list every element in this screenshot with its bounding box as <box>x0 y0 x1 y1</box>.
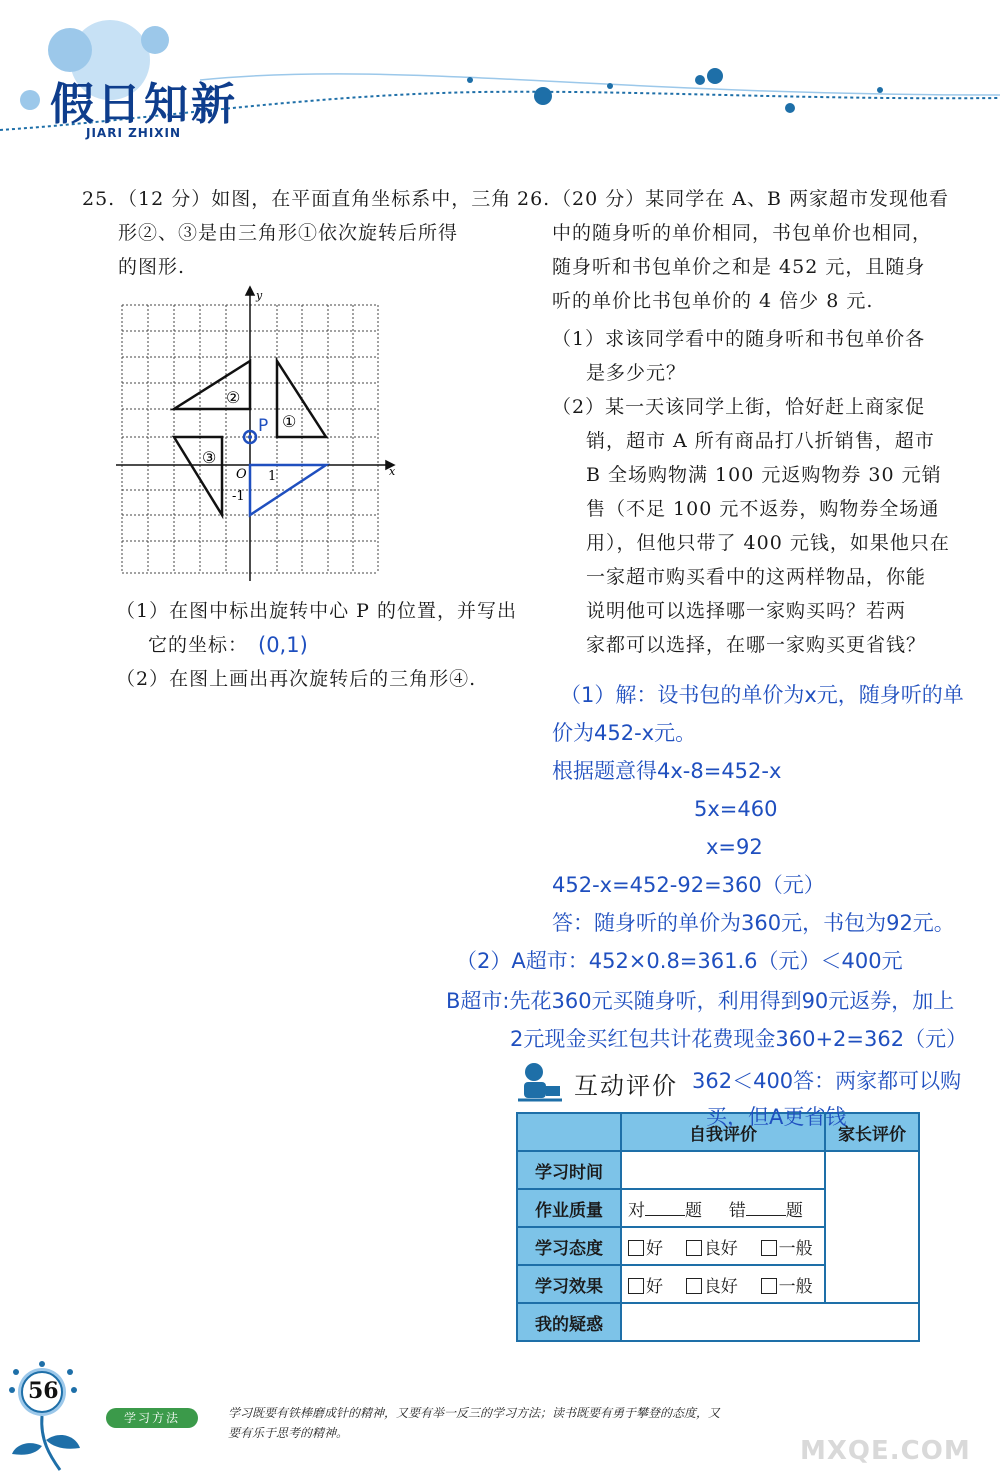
answer-line-2: 价为452-x元。 <box>552 721 697 745</box>
q26-line-3: 随身听和书包单价之和是 452 元，且随身 <box>552 256 926 278</box>
q26-sub2-line-6: 一家超市购买看中的这两样物品，你能 <box>586 566 927 588</box>
footer-quote-line1: 学习既要有铁棒磨成针的精神，又要有举一反三的学习方法；读书既要有勇于攀登的态度，又 <box>228 1406 721 1420</box>
q25-sub2: （2）在图上画出再次旋转后的三角形④. <box>116 668 477 690</box>
triangle-3-label: ③ <box>202 448 217 467</box>
answer-line-1: （1）解：设书包的单价为x元，随身听的单 <box>560 683 964 707</box>
q26-line-4: 听的单价比书包单价的 4 倍少 8 元. <box>552 290 874 312</box>
q26-sub2-line-7: 说明他可以选择哪一家购买吗？若两 <box>586 600 907 622</box>
q26-sub2-line-2: 销，超市 A 所有商品打八折销售，超市 <box>586 430 935 452</box>
wrong-count-input[interactable] <box>746 1215 786 1216</box>
row-effect-label: 学习效果 <box>517 1265 621 1303</box>
q25-stem-line1: （12 分）如图，在平面直角坐标系中，三角 <box>118 188 512 210</box>
logo-title: 假日知新 <box>50 79 238 130</box>
col-parent-header: 家长评价 <box>825 1113 919 1151</box>
tick-1-label: 1 <box>268 469 277 484</box>
q26-sub2-line-5: 用），但他只带了 400 元钱，如果他只在 <box>586 532 950 554</box>
axis-x-label: x <box>389 465 396 478</box>
parent-eval-area[interactable] <box>825 1151 919 1303</box>
answer-line-5: x=92 <box>706 835 763 859</box>
attitude-fine-checkbox[interactable] <box>686 1240 702 1256</box>
attitude-good-checkbox[interactable] <box>628 1240 644 1256</box>
q25-stem-line3: 的图形. <box>118 256 186 278</box>
flower-decoration <box>0 1360 110 1472</box>
effect-fine-checkbox[interactable] <box>686 1278 702 1294</box>
row-attitude-label: 学习态度 <box>517 1227 621 1265</box>
answer-line-11: 362＜400答：两家都可以购 <box>692 1069 962 1093</box>
effect-good-checkbox[interactable] <box>628 1278 644 1294</box>
q25-stem-line2: 形②、③是由三角形①依次旋转后所得 <box>118 222 459 244</box>
q25-sub1-line1: （1）在图中标出旋转中心 P 的位置，并写出 <box>116 600 517 622</box>
origin-label: O <box>236 467 247 482</box>
footer-tag: 学习方法 <box>106 1408 198 1428</box>
effect-options: 好 良好 一般 <box>621 1265 825 1303</box>
q26-sub2-line-1: （2）某一天该同学上街，恰好赶上商家促 <box>552 396 926 418</box>
quality-cell: 对 题 错 题 <box>621 1189 825 1227</box>
q26-number: 26. <box>517 188 551 210</box>
attitude-normal-checkbox[interactable] <box>761 1240 777 1256</box>
q26-sub2-line-4: 售（不足 100 元不返券，购物券全场通 <box>586 498 940 520</box>
answer-line-3: 根据题意得4x-8=452-x <box>552 759 782 783</box>
answer-line-7: 答：随身听的单价为360元，书包为92元。 <box>552 911 955 935</box>
q25-sub1-line2: 它的坐标： <box>148 634 249 656</box>
answer-line-9: B超市:先花360元买随身听，利用得到90元返券，加上 <box>446 989 955 1013</box>
answer-line-12: 买，但A更省钱 <box>706 1105 847 1129</box>
watermark: MXQE.COM <box>800 1436 971 1466</box>
q26-sub2-line-3: B 全场购物满 100 元返购物券 30 元销 <box>586 464 942 486</box>
tick-neg1-label: -1 <box>232 489 245 504</box>
correct-count-input[interactable] <box>645 1215 685 1216</box>
attitude-options: 好 良好 一般 <box>621 1227 825 1265</box>
q26-line-1: （20 分）某同学在 A、B 两家超市发现他看 <box>552 188 949 210</box>
q26-sub1-line2: 是多少元？ <box>586 362 687 384</box>
answer-line-8: （2）A超市：452×0.8=361.6（元）＜400元 <box>456 949 903 973</box>
q26-sub2-line-8: 家都可以选择，在哪一家购买更省钱？ <box>586 634 927 656</box>
logo-subtitle: JIARI ZHIXIN <box>86 126 182 140</box>
footer-quote-line2: 要有乐于思考的精神。 <box>228 1426 349 1440</box>
effect-normal-checkbox[interactable] <box>761 1278 777 1294</box>
q26-line-2: 中的随身听的单价相同，书包单价也相同， <box>552 222 933 244</box>
answer-line-4: 5x=460 <box>694 797 778 821</box>
triangle-1-label: ① <box>282 412 297 431</box>
q25-number: 25. <box>82 188 116 210</box>
evaluation-table <box>516 1112 920 1342</box>
point-p-label: P <box>258 416 269 436</box>
evaluation-title: 互动评价 <box>574 1072 678 1100</box>
axis-y-label: y <box>256 289 263 302</box>
triangle-2-label: ② <box>226 388 241 407</box>
time-input[interactable] <box>621 1151 825 1189</box>
q25-sub1-answer: (0,1) <box>258 633 308 657</box>
evaluation-icon <box>516 1060 564 1104</box>
row-time-label: 学习时间 <box>517 1151 621 1189</box>
col-self-header: 自我评价 <box>621 1113 825 1151</box>
page-number: 56 <box>28 1378 59 1404</box>
q26-sub1-line1: （1）求该同学看中的随身听和书包单价各 <box>552 328 926 350</box>
doubt-input[interactable] <box>621 1303 919 1341</box>
row-quality-label: 作业质量 <box>517 1189 621 1227</box>
answer-line-6: 452-x=452-92=360（元） <box>552 873 825 897</box>
row-doubt-label: 我的疑惑 <box>517 1303 621 1341</box>
q25-coordinate-graph <box>110 285 410 585</box>
answer-line-10: 2元现金买红包共计花费现金360+2=362（元） <box>510 1027 968 1051</box>
